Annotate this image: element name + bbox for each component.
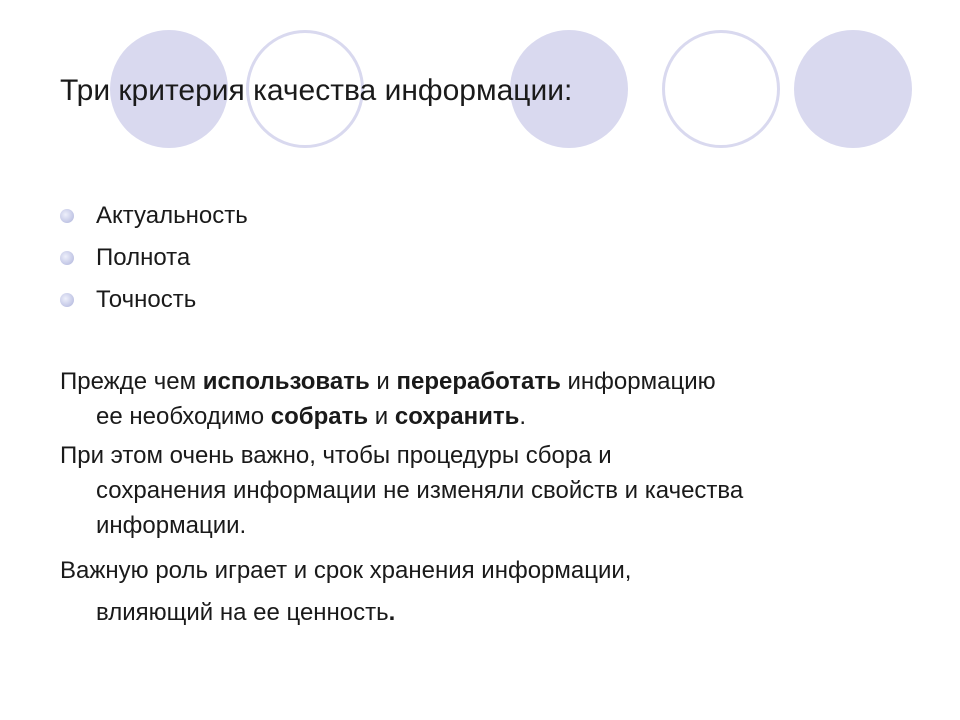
- list-item: [60, 242, 248, 284]
- bullet-dot-icon: [60, 251, 74, 265]
- paragraph-line: При этом очень важно, чтобы процедуры сбора и: [60, 442, 612, 469]
- text-run: влияющий на ее ценность: [96, 599, 389, 626]
- decorative-circle-outline: [662, 30, 780, 148]
- paragraph-storage: [60, 438, 920, 543]
- paragraph-retention: [60, 553, 920, 630]
- text-run: Прежде чем: [60, 368, 203, 395]
- list-item-label: Актуальность: [96, 202, 248, 229]
- bullet-dot-icon: [60, 293, 74, 307]
- decorative-circle-filled: [794, 30, 912, 148]
- paragraph-line: информации.: [96, 512, 247, 539]
- criteria-list: [60, 200, 248, 326]
- text-run: и: [369, 368, 397, 395]
- paragraph-line: [60, 399, 920, 434]
- text-run: ее необходимо: [96, 403, 271, 430]
- paragraph-line: [60, 595, 920, 630]
- slide-title: Три критерия качества информации:: [60, 74, 573, 107]
- paragraph-usage: [60, 364, 920, 434]
- bold-text-run: переработать: [396, 368, 561, 395]
- paragraph-line: [60, 364, 920, 399]
- bold-text-run: .: [388, 599, 396, 626]
- paragraph-line: сохранения информации не изменяли свойств и качества: [96, 477, 744, 504]
- paragraph-line: Важную роль играет и срок хранения информации,: [60, 557, 632, 584]
- list-item-label: Точность: [96, 286, 197, 313]
- bullet-dot-icon: [60, 209, 74, 223]
- list-item: [60, 200, 248, 242]
- text-run: .: [519, 403, 527, 430]
- list-item: [60, 284, 248, 326]
- bold-text-run: собрать: [270, 403, 369, 430]
- bold-text-run: использовать: [202, 368, 370, 395]
- text-run: информацию: [560, 368, 716, 395]
- text-run: и: [368, 403, 395, 430]
- list-item-label: Полнота: [96, 244, 191, 271]
- bold-text-run: сохранить: [394, 403, 520, 430]
